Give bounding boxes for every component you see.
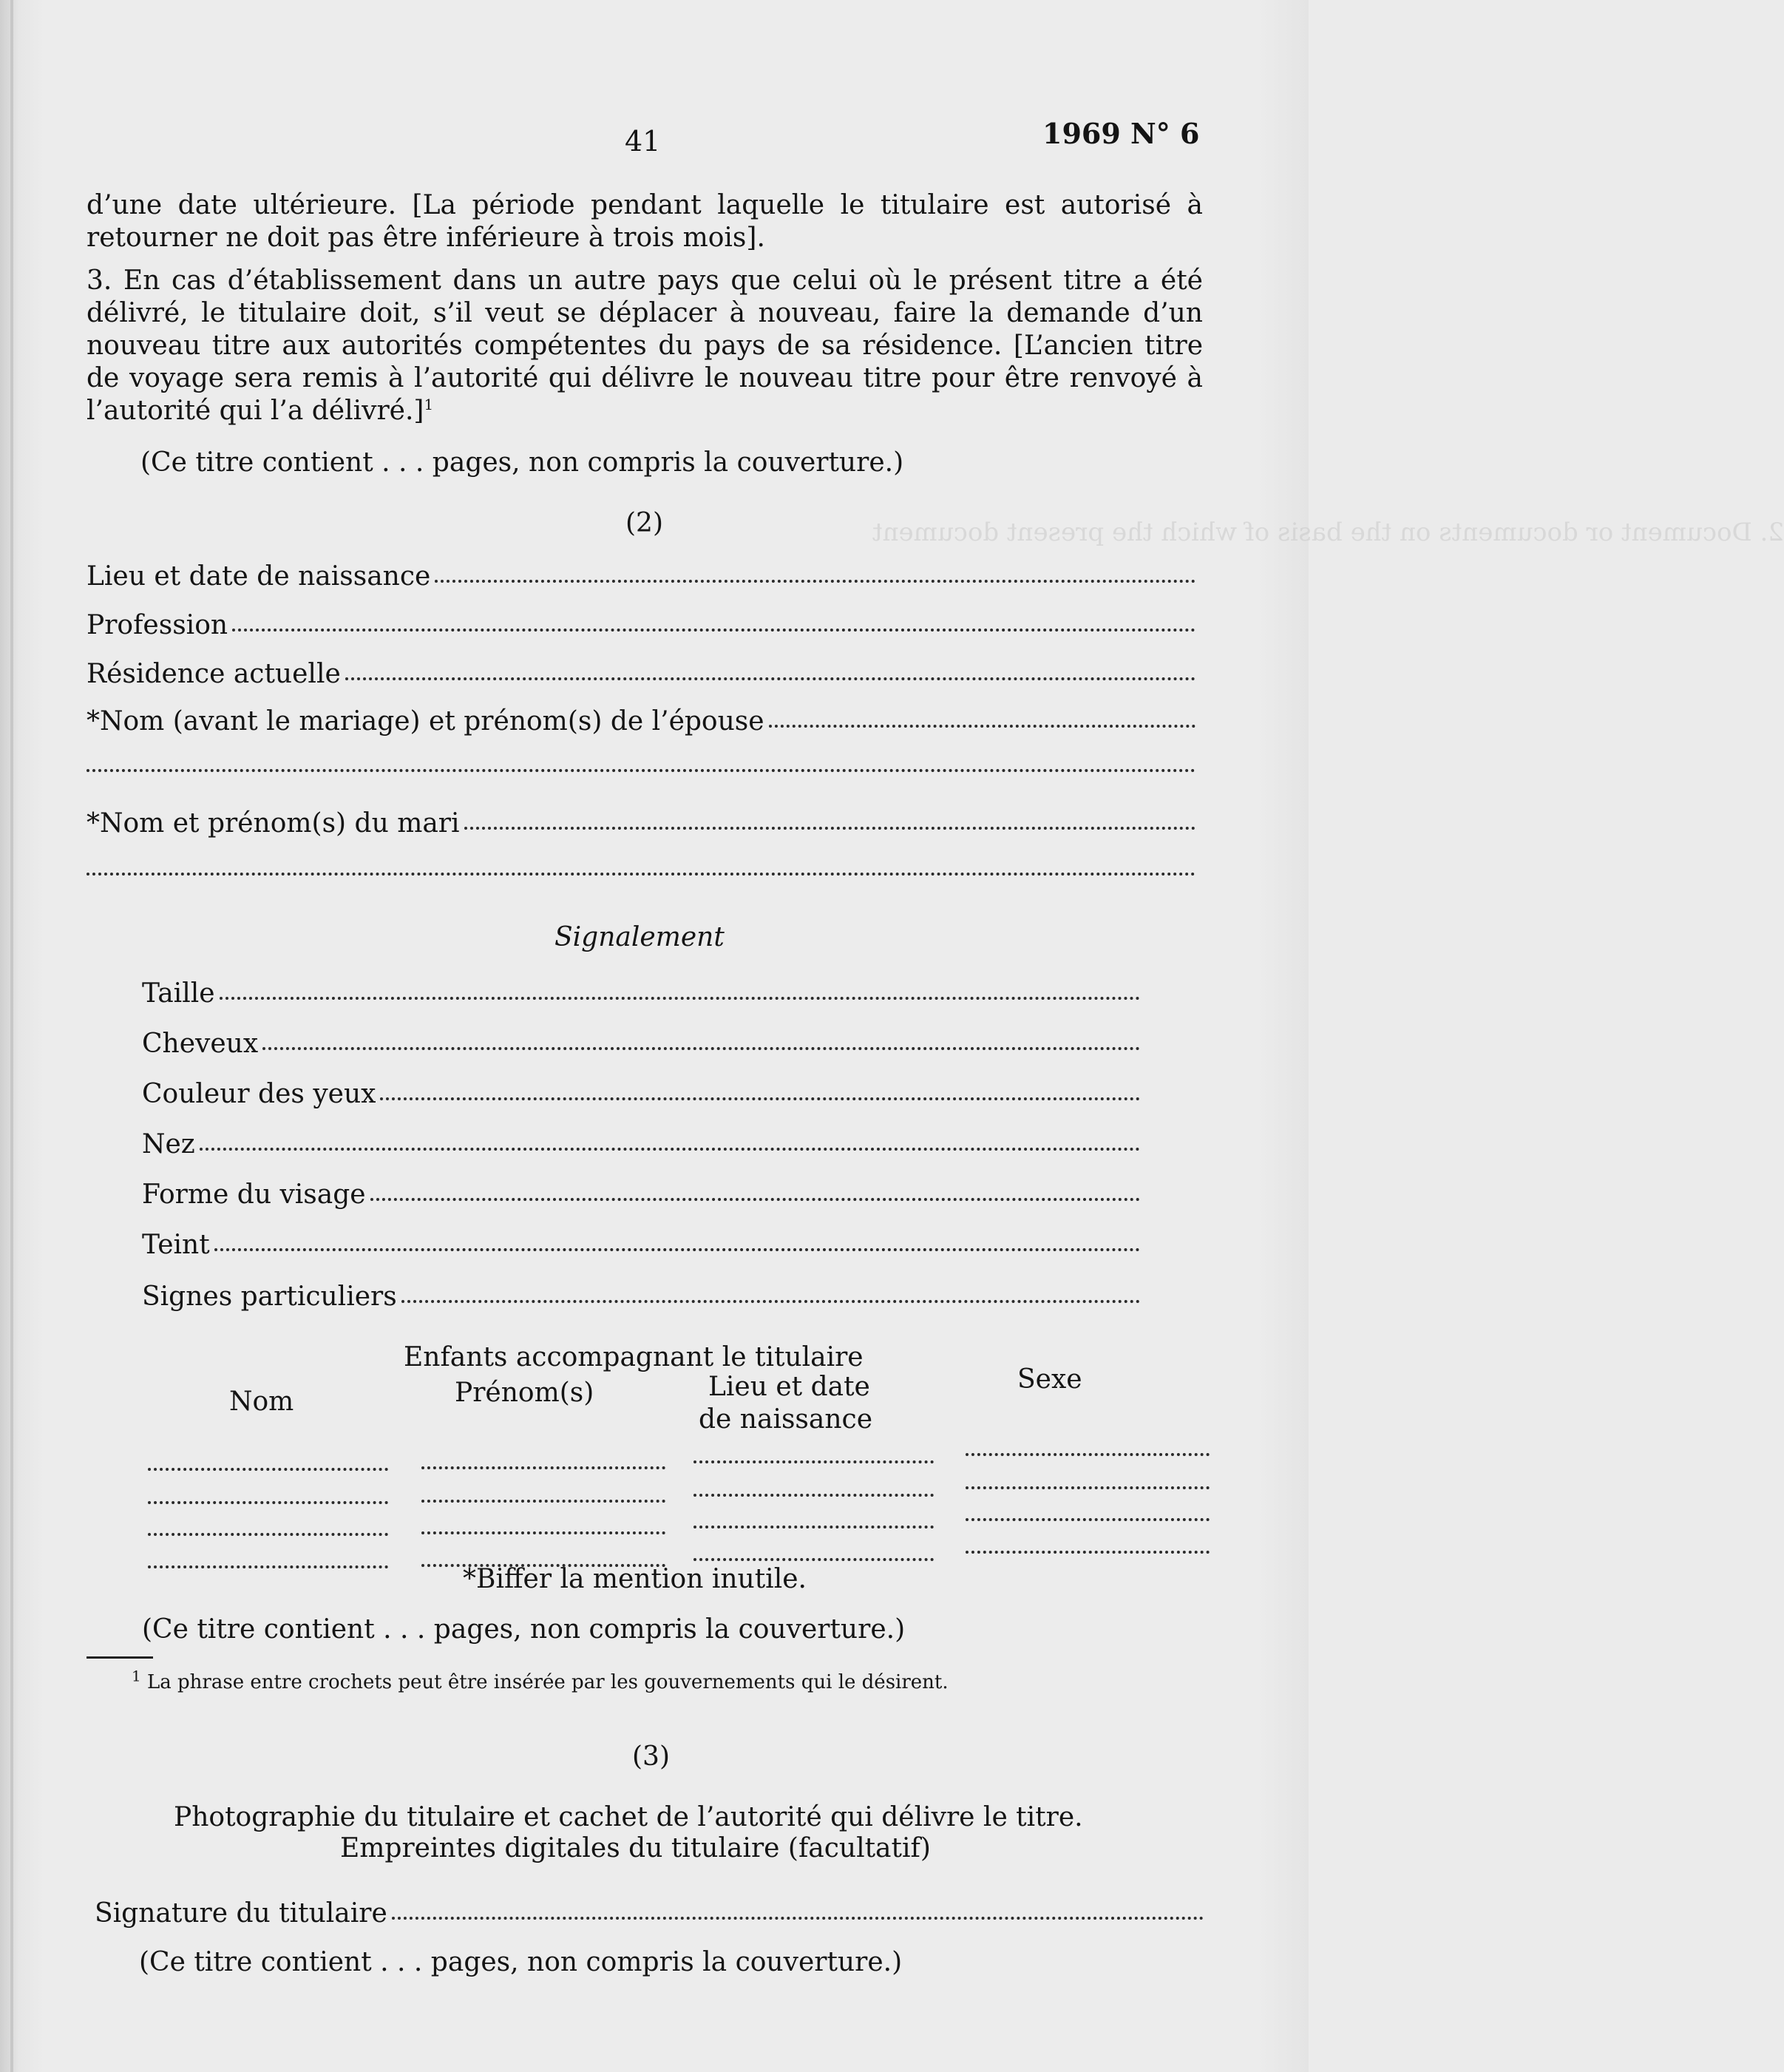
page-number: 41 [625, 125, 661, 158]
fill-line [401, 1300, 1140, 1303]
fill-line [380, 1097, 1140, 1100]
fill-line [435, 580, 1195, 583]
table-cell-blank [966, 1453, 1210, 1456]
table-cell-blank [966, 1486, 1210, 1489]
table-cell-blank [148, 1468, 388, 1471]
signalement-teint [142, 1232, 1140, 1259]
signalement-signes [142, 1284, 1140, 1310]
column-header-nom: Nom [229, 1387, 294, 1417]
paragraph-number: 3. [87, 265, 112, 296]
biffer-note: *Biffer la mention inutile. [463, 1564, 807, 1594]
fill-line [214, 1248, 1140, 1251]
section-number: (2) [625, 508, 663, 538]
signalement-cheveux [142, 1031, 1140, 1057]
signature-field [95, 1900, 1204, 1927]
fill-line [220, 997, 1140, 1000]
field-label: Taille [142, 978, 215, 1009]
fill-line [392, 1917, 1204, 1920]
column-header-lieu: Lieu et date [708, 1372, 870, 1402]
footnote [132, 1667, 949, 1693]
signalement-title: Signalement [554, 922, 725, 952]
table-cell-blank [966, 1518, 1210, 1521]
fingerprints-caption: Empreintes digitales du titulaire (facultatif) [340, 1833, 931, 1863]
show-through-text: 2. Document or documents on the basis of which the present document [872, 518, 1784, 547]
signalement-taille [142, 978, 1140, 1009]
field-label: Signature du titulaire [95, 1898, 387, 1929]
table-cell-blank [148, 1533, 388, 1536]
fill-line [262, 1047, 1140, 1050]
table-cell-blank [421, 1466, 665, 1469]
table-cell-blank [421, 1531, 665, 1534]
table-cell-blank [693, 1558, 934, 1561]
table-cell-blank [148, 1565, 388, 1568]
footnote-ref: 1 [424, 396, 434, 413]
footnote-rule [87, 1656, 153, 1659]
table-cell-blank [966, 1551, 1210, 1554]
pages-note: (Ce titre contient . . . pages, non compris la couverture.) [142, 1614, 906, 1645]
signalement-nez [142, 1131, 1140, 1158]
section-number: (3) [632, 1741, 670, 1772]
spouse-name-field [87, 708, 1195, 735]
profession-field [87, 612, 1195, 639]
footnote-text: La phrase entre crochets peut être insérée par les gouvernements qui le désirent. [147, 1671, 949, 1693]
table-cell-blank [693, 1460, 934, 1463]
photo-caption: Photographie du titulaire et cachet de l’autorité qui délivre le titre. [174, 1802, 1083, 1832]
field-label: Profession [87, 610, 228, 640]
husband-continuation-line [87, 873, 1195, 876]
field-label: Lieu et date de naissance [87, 561, 431, 592]
fill-line [464, 827, 1195, 830]
spouse-continuation-line [87, 769, 1195, 772]
pages-note: (Ce titre contient . . . pages, non compris la couverture.) [139, 1947, 903, 1977]
fill-line [200, 1148, 1140, 1151]
husband-name-field [87, 810, 1195, 837]
paragraph-3 [87, 265, 1203, 427]
binding-fold [10, 0, 13, 2072]
pages-note: (Ce titre contient . . . pages, non compris la couverture.) [140, 447, 904, 478]
field-label: Signes particuliers [142, 1282, 397, 1312]
field-label: Résidence actuelle [87, 659, 341, 689]
field-label: Forme du visage [142, 1179, 366, 1210]
birth-place-date-field [87, 563, 1195, 590]
table-cell-blank [693, 1526, 934, 1528]
signalement-visage [142, 1179, 1140, 1210]
field-label: *Nom (avant le mariage) et prénom(s) de l’épouse [87, 706, 764, 737]
footnote-number: 1 [132, 1667, 141, 1685]
field-label: Couleur des yeux [142, 1079, 376, 1109]
column-header-prenom: Prénom(s) [455, 1378, 594, 1408]
table-cell-blank [148, 1501, 388, 1504]
field-label: Nez [142, 1129, 195, 1159]
children-table-title: Enfants accompagnant le titulaire [404, 1342, 864, 1372]
table-cell-blank [421, 1500, 665, 1503]
residence-field [87, 661, 1195, 688]
fill-line [370, 1198, 1140, 1201]
table-cell-blank [693, 1494, 934, 1497]
fill-line [232, 629, 1195, 632]
gazette-year-number: 1969 N° 6 [1042, 117, 1200, 150]
field-label: *Nom et prénom(s) du mari [87, 808, 460, 839]
fill-line [769, 725, 1195, 728]
paragraph-continued: d’une date ultérieure. [La période pendant laquelle le titulaire est autorisé à retourner ne doit pas être inférieure à trois mois]. [87, 190, 1203, 253]
signalement-yeux [142, 1081, 1140, 1108]
field-label: Cheveux [142, 1029, 259, 1059]
fill-line [345, 677, 1195, 680]
paragraph-3-text: En cas d’établissement dans un autre pays que celui où le présent titre a été délivré, le titulaire doit, s’il veut se déplacer à nouveau, faire la demande d’un nouveau titre aux autorités compétentes du pays de sa résidence. [L’ancien titre de voyage sera remis à l’autorité qui délivre le nouveau titre pour être renvoyé à l’autorité qui l’a délivré.] [87, 265, 1203, 426]
column-header-naissance: de naissance [699, 1404, 873, 1435]
column-header-sexe: Sexe [1017, 1364, 1082, 1395]
field-label: Teint [142, 1230, 210, 1260]
